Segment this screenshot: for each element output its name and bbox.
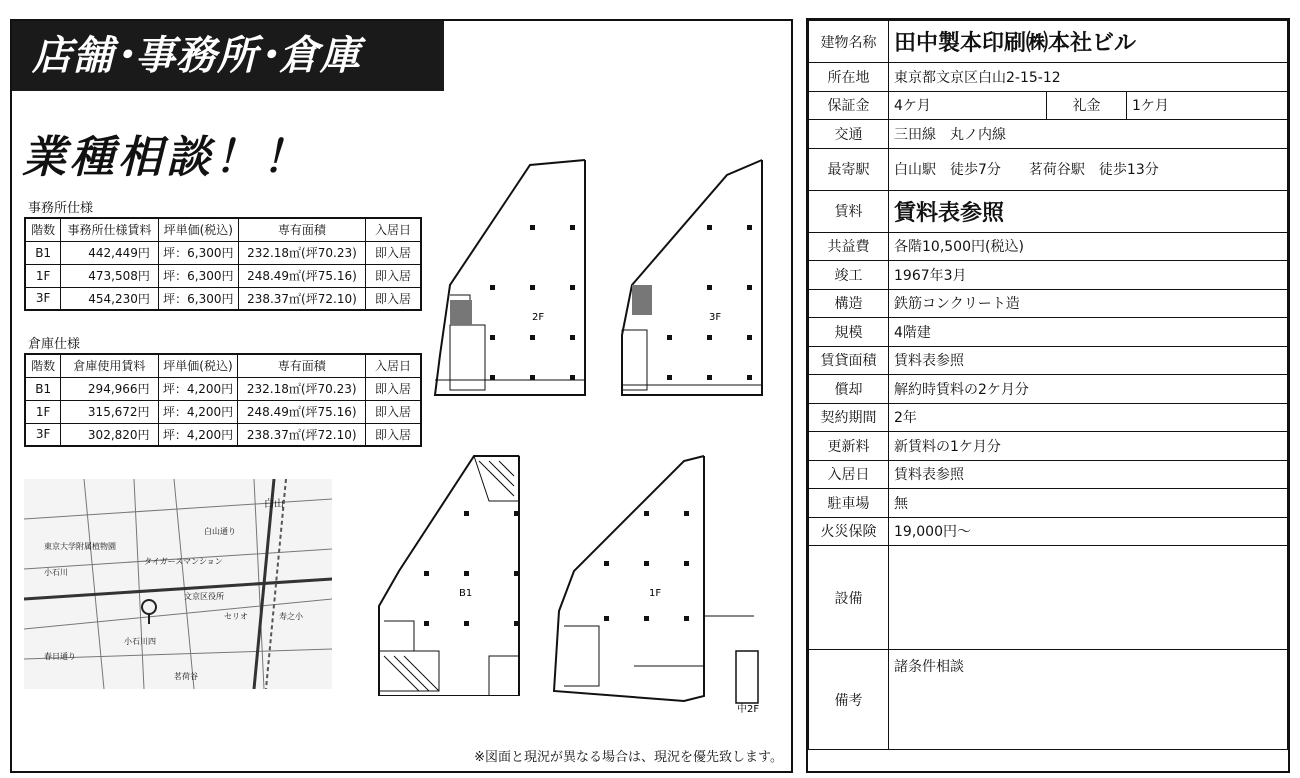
map-label: 春日通り [44, 652, 76, 661]
floor-label-mezzanine: 中2F [737, 704, 760, 713]
rent-cell: 454,230円 [61, 287, 159, 310]
floor-plan-2f [430, 155, 600, 400]
header-cell: 階数 [25, 354, 61, 377]
info-label: 所在地 [809, 63, 889, 92]
area-cell: 238.37㎡(坪72.10) [238, 423, 366, 446]
table-row [25, 400, 421, 423]
map-label: 小石川 [44, 568, 68, 577]
map-label: 文京区役所 [184, 592, 224, 601]
info-row-amortization [809, 375, 1288, 404]
map-graphic [24, 479, 332, 689]
info-label: 設備 [809, 546, 889, 650]
info-label: 火災保険 [809, 517, 889, 546]
info-row-insurance [809, 517, 1288, 546]
info-label: 礼金 [1047, 91, 1127, 120]
info-value: 各階10,500円(税込) [889, 232, 1288, 261]
info-row-common-fee [809, 232, 1288, 261]
info-row-remarks [809, 650, 1288, 750]
area-cell: 232.18㎡(坪70.23) [238, 377, 366, 400]
info-label: 竣工 [809, 261, 889, 290]
header-cell: 階数 [25, 218, 61, 241]
info-label: 償却 [809, 375, 889, 404]
info-label: 構造 [809, 289, 889, 318]
floor-cell: 1F [25, 264, 61, 287]
info-row-facilities [809, 546, 1288, 650]
info-value: 東京都文京区白山2-15-12 [889, 63, 1288, 92]
disclaimer-note: ※図面と現況が異なる場合は、現況を優先致します。 [474, 750, 783, 765]
stair-hatch [632, 285, 652, 315]
floor-cell: 3F [25, 287, 61, 310]
move-in-cell: 即入居 [366, 241, 421, 264]
map-label: セリオ [224, 612, 248, 621]
table-row [25, 241, 421, 264]
info-row-deposit [809, 91, 1288, 120]
move-in-cell: 即入居 [366, 287, 421, 310]
table-header-row [25, 354, 421, 377]
header-cell: 事務所仕様賃料 [61, 218, 159, 241]
info-value: 1967年3月 [889, 261, 1288, 290]
info-value [889, 546, 1288, 650]
info-value: 白山駅 徒歩7分 茗荷谷駅 徒歩13分 [889, 148, 1288, 190]
info-label: 賃料 [809, 190, 889, 232]
floor-plan-1f [544, 451, 774, 713]
property-info-table [808, 20, 1288, 750]
info-label: 共益費 [809, 232, 889, 261]
unit-price-cell: 坪：6,300円 [158, 241, 238, 264]
info-row-renewal [809, 432, 1288, 461]
table-row [25, 287, 421, 310]
info-label: 賃貸面積 [809, 346, 889, 375]
rent-cell: 294,966円 [61, 377, 158, 400]
floor-cell: 3F [25, 423, 61, 446]
rent-cell: 302,820円 [61, 423, 158, 446]
banner-title: 店舗･事務所･倉庫 [12, 21, 444, 91]
floor-label-2f: 2F [532, 312, 545, 323]
info-value: 2年 [889, 403, 1288, 432]
header-cell: 専有面積 [238, 218, 365, 241]
area-cell: 238.37㎡(坪72.10) [238, 287, 365, 310]
info-row-transport [809, 120, 1288, 149]
info-row-address [809, 63, 1288, 92]
map-label: 白山 [264, 499, 284, 510]
table-row [25, 377, 421, 400]
info-value: 無 [889, 489, 1288, 518]
warehouse-spec-table [24, 353, 422, 447]
info-value: 4階建 [889, 318, 1288, 347]
header-cell: 坪単価(税込) [158, 218, 238, 241]
flyer-panel [10, 19, 793, 773]
info-label: 保証金 [809, 91, 889, 120]
info-label: 備考 [809, 650, 889, 750]
info-label: 契約期間 [809, 403, 889, 432]
info-label: 入居日 [809, 460, 889, 489]
move-in-cell: 即入居 [365, 377, 421, 400]
table-header-row [25, 218, 421, 241]
info-label: 建物名称 [809, 21, 889, 63]
table-row [25, 423, 421, 446]
info-row-move-in [809, 460, 1288, 489]
info-row-structure [809, 289, 1288, 318]
rent-cell: 442,449円 [61, 241, 159, 264]
info-value: 新賃料の1ケ月分 [889, 432, 1288, 461]
area-cell: 248.49㎡(坪75.16) [238, 264, 365, 287]
info-row-contract [809, 403, 1288, 432]
headline: 業種相談！！ [22, 132, 310, 183]
info-label: 規模 [809, 318, 889, 347]
info-label: 交通 [809, 120, 889, 149]
move-in-cell: 即入居 [366, 264, 421, 287]
table-row [25, 264, 421, 287]
info-row-area [809, 346, 1288, 375]
floor-plan-b1 [374, 451, 529, 696]
info-value: 賃料表参照 [889, 460, 1288, 489]
floor-label-1f: 1F [649, 588, 662, 599]
info-value: 1ケ月 [1127, 91, 1288, 120]
info-value: 三田線 丸ノ内線 [889, 120, 1288, 149]
info-value: 賃料表参照 [889, 346, 1288, 375]
info-row-parking [809, 489, 1288, 518]
floor-cell: B1 [25, 241, 61, 264]
info-row-scale [809, 318, 1288, 347]
map-label: 茗荷谷 [174, 672, 198, 681]
map-label: 白山通り [204, 527, 236, 536]
info-row-building-name [809, 21, 1288, 63]
location-pin-icon [142, 600, 156, 614]
floor-plan-3f [607, 155, 777, 400]
floor-cell: B1 [25, 377, 61, 400]
info-value: 解約時賃料の2ケ月分 [889, 375, 1288, 404]
unit-price-cell: 坪：6,300円 [158, 287, 238, 310]
warehouse-spec-title: 倉庫仕様 [28, 337, 81, 352]
stair-hatch [450, 300, 472, 325]
info-value: 諸条件相談 [889, 650, 1288, 750]
info-value: 鉄筋コンクリート造 [889, 289, 1288, 318]
rent-cell: 315,672円 [61, 400, 158, 423]
floor-cell: 1F [25, 400, 61, 423]
mezzanine-plan [736, 651, 758, 703]
info-value: 賃料表参照 [889, 190, 1288, 232]
info-value: 19,000円～ [889, 517, 1288, 546]
header-cell: 坪単価(税込) [158, 354, 238, 377]
header-cell: 入居日 [366, 218, 421, 241]
move-in-cell: 即入居 [365, 400, 421, 423]
unit-price-cell: 坪：4,200円 [158, 400, 238, 423]
info-row-rent [809, 190, 1288, 232]
header-cell: 入居日 [365, 354, 421, 377]
floor-label-3f: 3F [709, 312, 722, 323]
info-label: 更新料 [809, 432, 889, 461]
map-label: タイガースマンション [144, 557, 223, 566]
map-label: 寿之小 [279, 612, 303, 621]
info-value: 4ケ月 [889, 91, 1047, 120]
area-map [24, 479, 332, 689]
area-cell: 232.18㎡(坪70.23) [238, 241, 365, 264]
map-label: 東京大学附属植物園 [44, 542, 116, 551]
info-label: 最寄駅 [809, 148, 889, 190]
office-spec-table [24, 217, 422, 311]
unit-price-cell: 坪：6,300円 [158, 264, 238, 287]
unit-price-cell: 坪：4,200円 [158, 377, 238, 400]
area-cell: 248.49㎡(坪75.16) [238, 400, 366, 423]
info-label: 駐車場 [809, 489, 889, 518]
move-in-cell: 即入居 [365, 423, 421, 446]
info-row-completed [809, 261, 1288, 290]
map-label: 小石川四 [124, 637, 156, 646]
info-row-station [809, 148, 1288, 190]
floor-label-b1: B1 [459, 588, 473, 599]
rent-cell: 473,508円 [61, 264, 159, 287]
office-spec-title: 事務所仕様 [28, 201, 94, 216]
building-name: 田中製本印刷㈱本社ビル [889, 21, 1288, 63]
unit-price-cell: 坪：4,200円 [158, 423, 238, 446]
header-cell: 専有面積 [238, 354, 366, 377]
header-cell: 倉庫使用賃料 [61, 354, 158, 377]
property-info-panel [806, 18, 1290, 773]
